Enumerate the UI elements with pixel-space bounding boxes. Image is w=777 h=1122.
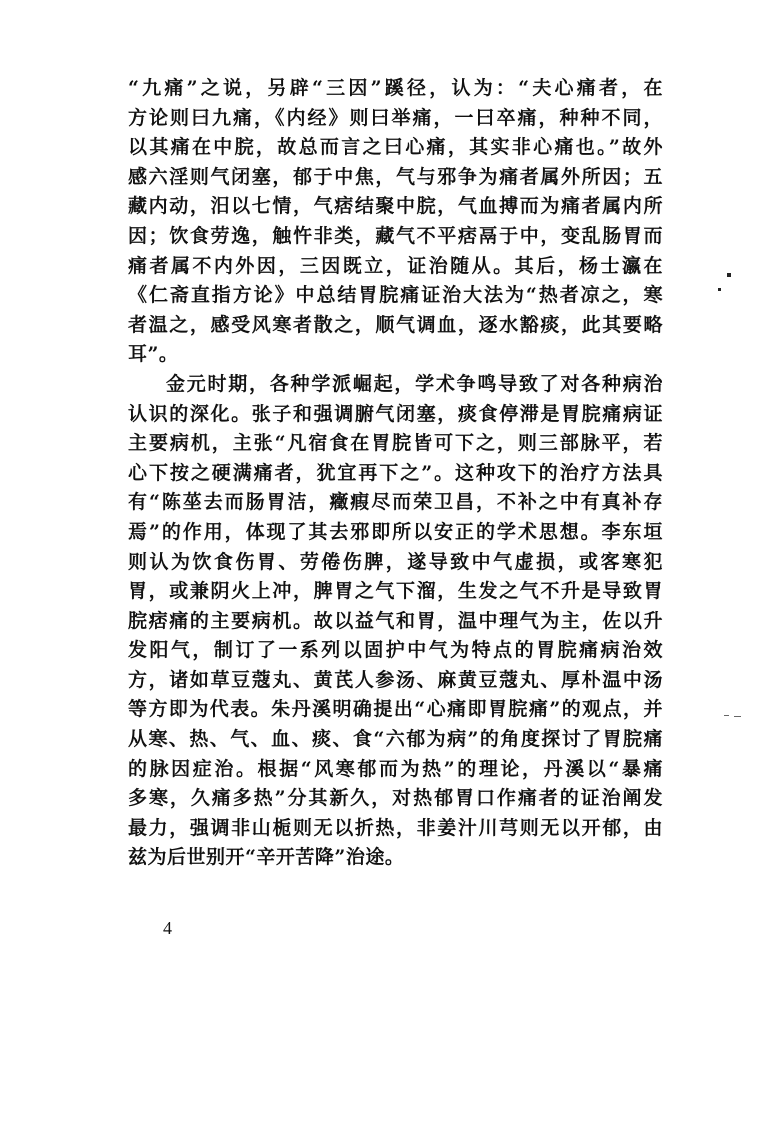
scan-speck: [718, 288, 721, 291]
text-line: 以其痛在中脘，故总而言之曰心痛，其实非心痛也。”故外: [128, 136, 663, 159]
text-line: 脘痞痛的主要病机。故以益气和胃，温中理气为主，佐以升: [128, 609, 663, 632]
text-line: 多寒，久痛多热”分其新久，对热郁胃口作痛者的证治阐发: [128, 787, 663, 810]
text-line: 心下按之硬满痛者，犹宜再下之”。这种攻下的治疗方法具: [128, 461, 663, 484]
text-line: 的脉因症治。根据“风寒郁而为热”的理论，丹溪以“暴痛: [128, 757, 663, 780]
scan-speck: [727, 273, 731, 277]
text-line: 兹为后世别开“辛开苦降”治途。: [128, 846, 405, 869]
text-line: 方，诸如草豆蔻丸、黄芪人参汤、麻黄豆蔻丸、厚朴温中汤: [128, 668, 663, 691]
text-line: 因；饮食劳逸，触忤非类，藏气不平痞鬲于中，变乱肠胃而: [128, 224, 663, 247]
text-line: 《仁斋直指方论》中总结胃脘痛证治大法为“热者凉之，寒: [128, 284, 663, 307]
scan-speck: [734, 716, 741, 717]
text-line: 耳”。: [128, 343, 179, 366]
body-text: [128, 74, 663, 873]
text-line: 方论则曰九痛，《内经》则曰举痛，一曰卒痛，种种不同，: [128, 106, 663, 129]
text-line: 感六淫则气闭塞，郁于中焦，气与邪争为痛者属外所因；五: [128, 165, 663, 188]
text-line: 藏内动，汨以七情，气痞结聚中脘，气血搏而为痛者属内所: [128, 195, 663, 218]
text-line: 发阳气，制订了一系列以固护中气为特点的胃脘痛病治效: [128, 639, 663, 662]
text-line: 最力，强调非山栀则无以折热，非姜汁川芎则无以开郁，由: [128, 816, 663, 839]
text-line: “九痛”之说，另辟“三因”蹊径，认为：“夫心痛者，在: [128, 77, 663, 99]
text-line: 痛者属不内外因，三因既立，证治随从。其后，杨士瀛在: [128, 254, 663, 277]
page-number: 4: [163, 918, 172, 938]
text-line: 有“陈莝去而肠胃洁，癥瘕尽而荣卫昌，不补之中有真补存: [128, 491, 663, 514]
text-line: 等方即为代表。朱丹溪明确提出“心痛即胃脘痛”的观点，并: [128, 698, 663, 721]
text-line: 则认为饮食伤胃、劳倦伤脾，遂导致中气虚损，或客寒犯: [128, 550, 663, 573]
scan-speck: [724, 715, 729, 716]
text-line: 金元时期，各种学派崛起，学术争鸣导致了对各种病治: [166, 372, 663, 395]
text-line: 认识的深化。张子和强调腑气闭塞，痰食停滞是胃脘痛病证: [128, 402, 663, 425]
text-line: 焉”的作用，体现了其去邪即所以安正的学术思想。李东垣: [128, 520, 663, 543]
text-line: 主要病机，主张“凡宿食在胃脘皆可下之，则三部脉平，若: [128, 432, 663, 455]
text-line: 胃，或兼阴火上冲，脾胃之气下溜，生发之气不升是导致胃: [128, 580, 663, 603]
text-line: 者温之，感受风寒者散之，顺气调血，逐水豁痰，此其要略: [128, 313, 663, 336]
text-line: 从寒、热、气、血、痰、食“六郁为病”的角度探讨了胃脘痛: [128, 728, 663, 751]
